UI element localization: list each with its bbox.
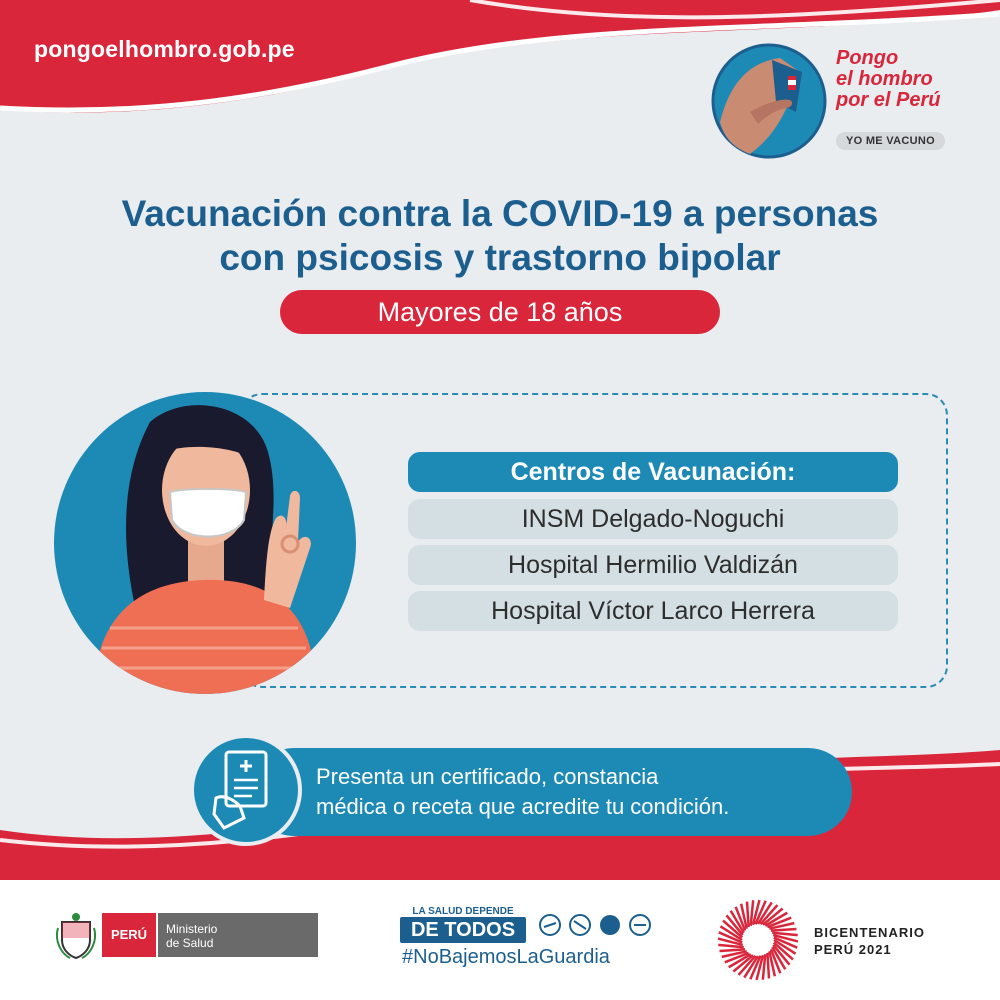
campaign-logo-text [836, 48, 940, 111]
bicentenario-line-1: BICENTENARIO [814, 925, 925, 940]
campaign-vaccine-arm-icon [710, 42, 828, 160]
bicentenario-line-2: PERÚ 2021 [814, 942, 892, 957]
ministry-label [158, 913, 318, 957]
ministry-line-2: de Salud [166, 936, 214, 950]
prevention-icons [538, 913, 662, 937]
woman-with-mask-illustration [54, 392, 356, 694]
center-item: Hospital Hermilio Valdizán [408, 545, 898, 585]
salud-slogan-small: LA SALUD DEPENDE [412, 906, 514, 917]
peru-coat-of-arms-icon [56, 912, 96, 960]
campaign-line-1: Pongo [836, 47, 899, 69]
sunburst-ray [767, 953, 769, 979]
sunburst-ray [720, 949, 746, 951]
footer-divider [0, 872, 1000, 880]
notice-icon-holder [190, 734, 302, 846]
campaign-logo [710, 42, 970, 162]
campaign-badge: YO ME VACUNO [836, 132, 945, 150]
notice-text [316, 762, 836, 822]
centers-title: Centros de Vacunación: [408, 452, 898, 492]
site-url[interactable]: pongoelhombro.gob.pe [34, 36, 295, 62]
sunburst-ray [771, 929, 797, 931]
title-line-1: Vacunación contra la COVID-19 a personas [121, 193, 879, 234]
notice-line-2: médica o receta que acredite tu condición. [316, 794, 730, 819]
bicentenario-sunburst-icon [716, 898, 800, 982]
notice-line-1: Presenta un certificado, constancia [316, 764, 659, 789]
bicentenario-label [814, 924, 925, 958]
sunburst-ray [747, 902, 749, 928]
campaign-line-3: por el Perú [836, 89, 941, 111]
hashtag: #NoBajemosLaGuardia [402, 946, 610, 968]
peru-label: PERÚ [102, 913, 156, 957]
campaign-line-2: el hombro [836, 68, 933, 90]
medical-certificate-icon [194, 738, 298, 842]
center-item: INSM Delgado-Noguchi [408, 499, 898, 539]
center-item: Hospital Víctor Larco Herrera [408, 591, 898, 631]
page-title [0, 192, 1000, 280]
title-line-2: con psicosis y trastorno bipolar [219, 237, 781, 278]
age-badge: Mayores de 18 años [280, 290, 720, 334]
ministry-line-1: Ministerio [166, 922, 218, 936]
salud-slogan-big: DE TODOS [400, 917, 526, 943]
